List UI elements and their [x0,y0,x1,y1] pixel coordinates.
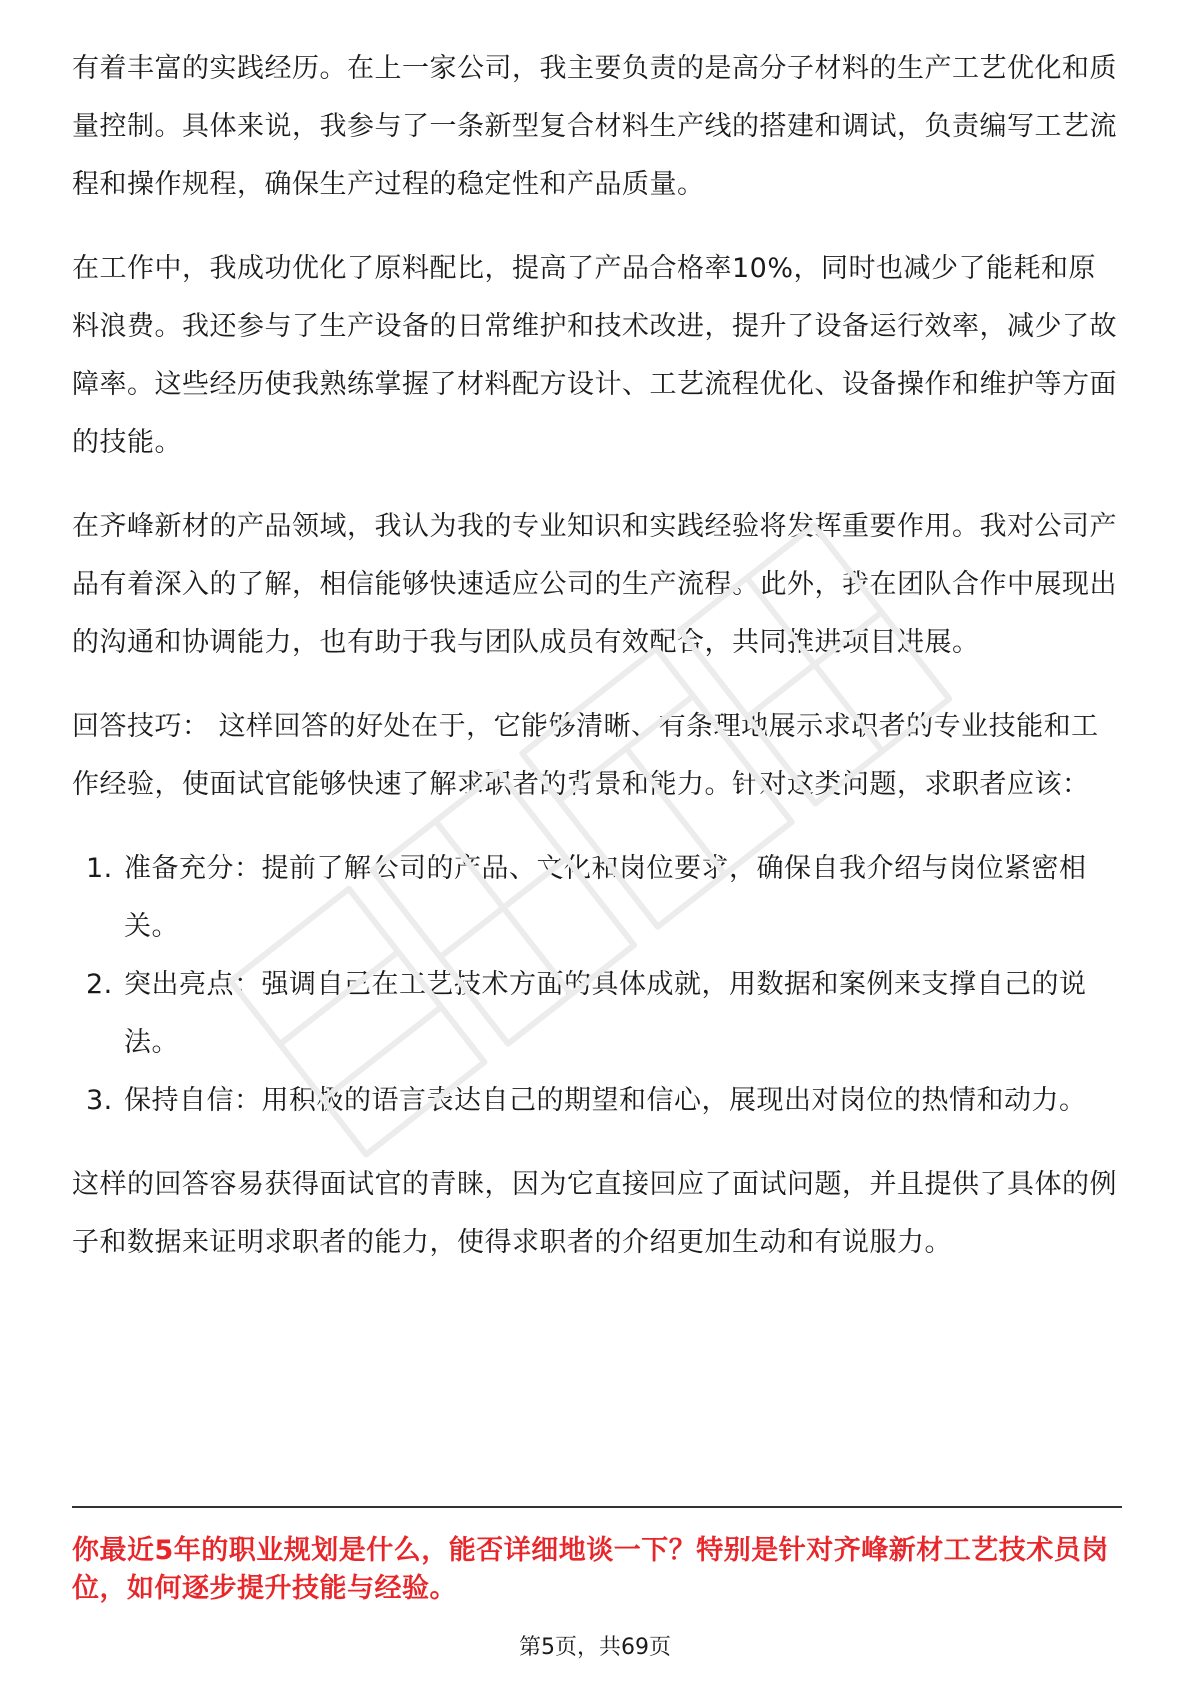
paragraph-tips-intro: 回答技巧： 这样回答的好处在于，它能够清晰、有条理地展示求职者的专业技能和工作经验，使面试官能够快速了解求职者的背景和能力。针对这类问题，求职者应该： [72,711,1099,800]
next-question-heading: 你最近5年的职业规划是什么，能否详细地谈一下？特别是针对齐峰新材工艺技术员岗位，如何逐步提升技能与经验。 [72,1535,1109,1604]
list-number: 2. [86,969,113,1000]
tips-list [72,840,1122,1130]
paragraph-achievements: 在工作中，我成功优化了原料配比，提高了产品合格率10%，同时也减少了能耗和原料浪费。我还参与了生产设备的日常维护和技术改进，提升了设备运行效率，减少了故障率。这些经历使我熟练掌握了材料配方设计、工艺流程优化、设备操作和维护等方面的技能。 [72,253,1117,458]
list-item-text: 准备充分：提前了解公司的产品、文化和岗位要求，确保自我介绍与岗位紧密相关。 [124,853,1087,942]
paragraph-closing: 这样的回答容易获得面试官的青睐，因为它直接回应了面试问题，并且提供了具体的例子和数据来证明求职者的能力，使得求职者的介绍更加生动和有说服力。 [72,1169,1117,1258]
list-item [72,956,1122,1072]
page-number: 第5页，共69页 [519,1635,671,1660]
list-number: 1. [86,853,113,884]
list-item [72,840,1122,956]
paragraph-experience: 有着丰富的实践经历。在上一家公司，我主要负责的是高分子材料的生产工艺优化和质量控制。具体来说，我参与了一条新型复合材料生产线的搭建和调试，负责编写工艺流程和操作规程，确保生产过程的稳定性和产品质量。 [72,53,1117,200]
list-item-text: 突出亮点：强调自己在工艺技术方面的具体成就，用数据和案例来支撑自己的说法。 [124,969,1087,1058]
document-body [72,40,1122,1298]
list-item [72,1072,1122,1130]
list-number: 3. [86,1085,113,1116]
divider [72,1506,1122,1508]
paragraph-fit: 在齐峰新材的产品领域，我认为我的专业知识和实践经验将发挥重要作用。我对公司产品有着深入的了解，相信能够快速适应公司的生产流程。此外，我在团队合作中展现出的沟通和协调能力，也有助于我与团队成员有效配合，共同推进项目进展。 [72,511,1117,658]
list-item-text: 保持自信：用积极的语言表达自己的期望和信心，展现出对岗位的热情和动力。 [124,1085,1087,1116]
